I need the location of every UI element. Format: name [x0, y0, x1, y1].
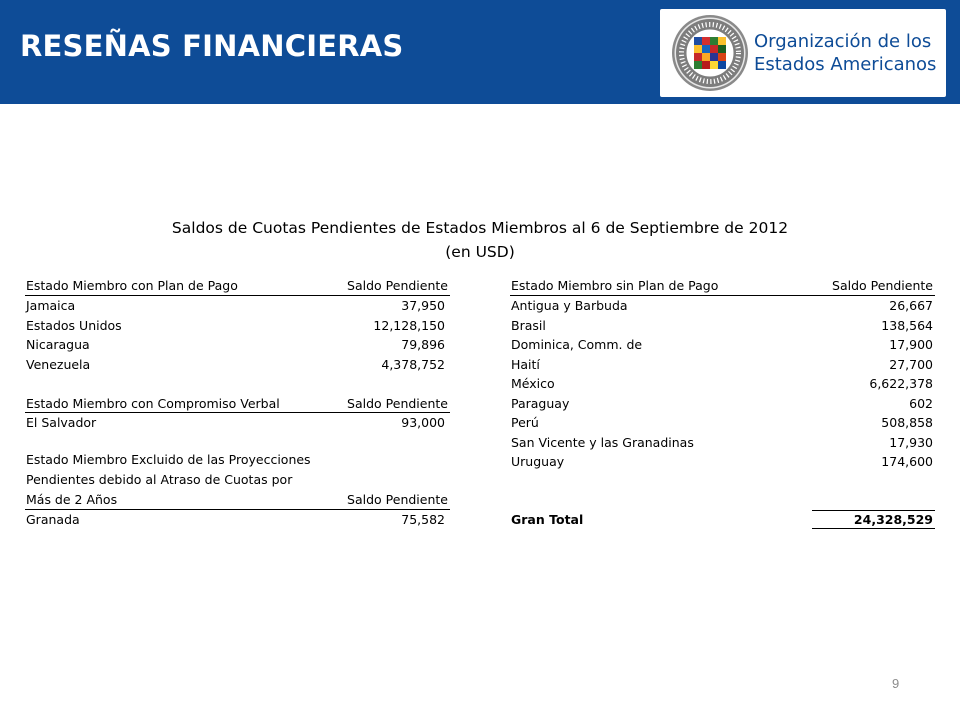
balance-value: 37,950 [401, 298, 445, 313]
table-row [510, 452, 935, 472]
org-name-line-2: Estados Americanos [754, 54, 937, 75]
section-header-text: Más de 2 Años [26, 492, 118, 507]
balance-value: 79,896 [401, 337, 445, 352]
table-row [25, 413, 450, 433]
org-name-line-1: Organización de los [754, 31, 932, 52]
page-number: 9 [892, 676, 900, 691]
section-header-line [25, 450, 450, 470]
total-value: 24,328,529 [853, 512, 933, 527]
table-row [510, 433, 935, 453]
balance-value: 12,128,150 [373, 317, 445, 333]
balance-value: 27,700 [889, 356, 933, 372]
table-header-row [25, 490, 450, 510]
table-title: Saldos de Cuotas Pendientes de Estados Miembros al 6 de Septiembre de 2012 [171, 219, 789, 237]
section-header-text: Pendientes debido al Atraso de Cuotas por [26, 472, 293, 487]
column-header: Saldo Pendiente [347, 492, 448, 507]
balance-value: 508,858 [881, 415, 933, 430]
table-row [510, 374, 935, 394]
table-row [510, 355, 935, 375]
balance-value: 93,000 [401, 415, 445, 430]
balance-value: 17,930 [889, 434, 933, 450]
table-row [510, 316, 935, 336]
balance-value: 174,600 [881, 454, 933, 469]
total-label: Gran Total [511, 512, 584, 527]
member-state-name: Nicaragua [26, 337, 90, 352]
member-state-name: Dominica, Comm. de [511, 337, 643, 352]
member-state-name: Uruguay [511, 454, 565, 469]
member-state-name: San Vicente y las Granadinas [511, 434, 694, 450]
table-header-row [25, 276, 450, 296]
table-header-row [25, 394, 450, 414]
member-state-name: Perú [511, 415, 539, 430]
page-title: RESEÑAS FINANCIERAS [20, 29, 404, 63]
member-state-name: Antigua y Barbuda [511, 298, 628, 313]
member-state-name: Estados Unidos [26, 317, 122, 333]
organization-name [754, 30, 936, 76]
column-header: Saldo Pendiente [832, 278, 933, 293]
section-header-line [25, 470, 450, 490]
member-state-name: Brasil [511, 317, 546, 333]
oas-seal-logo [670, 13, 750, 93]
column-header: Saldo Pendiente [347, 395, 448, 411]
column-header: Estado Miembro con Compromiso Verbal [26, 395, 280, 411]
balance-value: 138,564 [881, 317, 933, 333]
table-row [25, 296, 450, 316]
balance-value: 75,582 [401, 512, 445, 527]
balance-value: 4,378,752 [381, 356, 445, 372]
table-row [510, 335, 935, 355]
column-header: Saldo Pendiente [347, 278, 448, 293]
table-row [25, 335, 450, 355]
balance-value: 602 [909, 395, 933, 411]
member-state-name: Jamaica [26, 298, 76, 313]
member-state-name: Haití [511, 356, 540, 372]
total-row [510, 510, 935, 530]
section-header-text: Estado Miembro Excluido de las Proyecciones [26, 452, 311, 467]
column-header: Estado Miembro con Plan de Pago [26, 278, 238, 293]
balance-value: 6,622,378 [869, 376, 933, 391]
member-state-name: Granada [26, 512, 80, 527]
table-row [25, 316, 450, 336]
member-state-name: Paraguay [511, 395, 570, 411]
table-row [510, 296, 935, 316]
member-state-name: México [511, 376, 555, 391]
balance-value: 26,667 [889, 298, 933, 313]
member-state-name: Venezuela [26, 356, 91, 372]
table-row [25, 355, 450, 375]
table-row [25, 510, 450, 530]
table-subtitle: (en USD) [445, 243, 515, 261]
balance-value: 17,900 [889, 337, 933, 352]
table-header-row [510, 276, 935, 296]
column-header: Estado Miembro sin Plan de Pago [511, 278, 719, 293]
table-row [510, 394, 935, 414]
member-state-name: El Salvador [26, 415, 97, 430]
table-row [510, 413, 935, 433]
